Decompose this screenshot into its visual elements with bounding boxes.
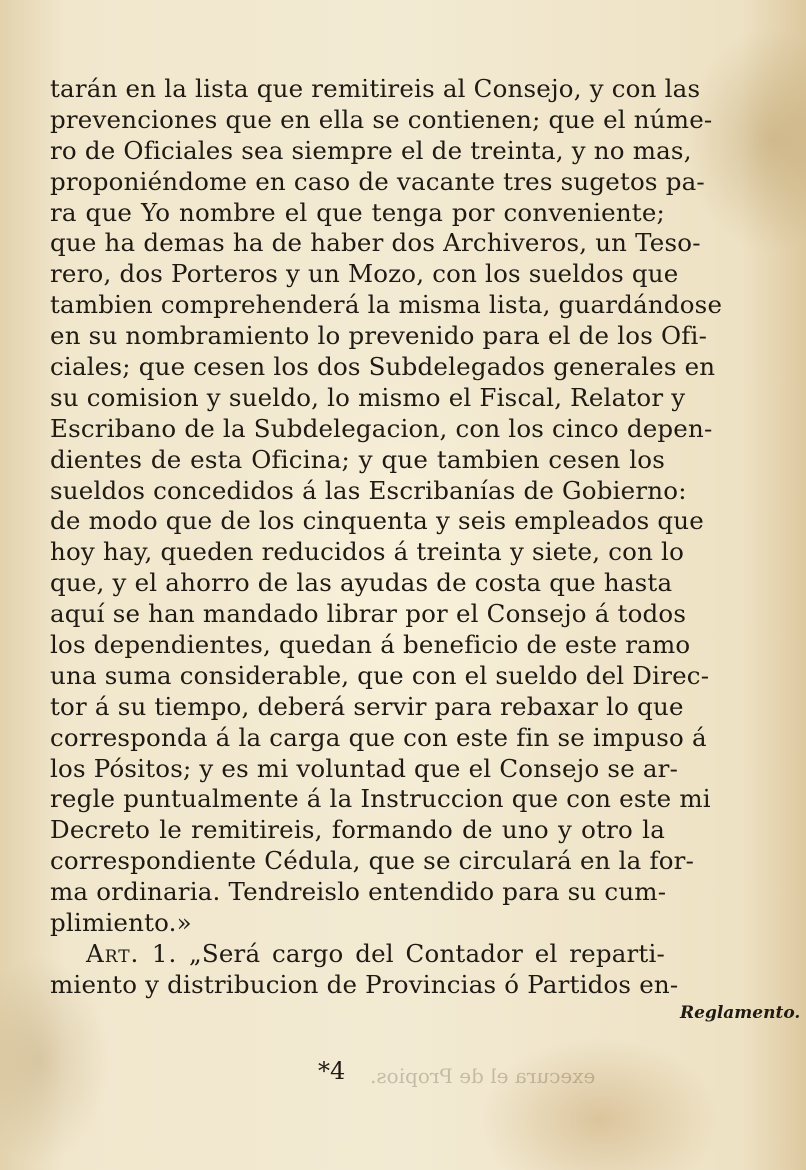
- page-number: *4: [318, 1057, 346, 1085]
- text-line: proponiéndome en caso de vacante tres sugetos pa-: [50, 166, 705, 196]
- text-line: sueldos concedidos á las Escribanías de Gobierno:: [50, 475, 687, 505]
- text-line: plimiento.»: [50, 908, 192, 938]
- text-line: su comision y sueldo, lo mismo el Fiscal, Relator y: [50, 382, 686, 412]
- article-label: Art. 1.: [86, 938, 178, 968]
- text-line: prevenciones que en ella se contienen; que el núme-: [50, 104, 713, 134]
- text-line: una suma considerable, que con el sueldo del Direc-: [50, 660, 710, 690]
- text-line: rero, dos Porteros y un Mozo, con los sueldos que: [50, 259, 679, 289]
- margin-note: Reglamento.: [680, 1003, 801, 1023]
- text-line: Escribano de la Subdelegacion, con los cinco depen-: [50, 413, 713, 443]
- text-line: dientes de esta Oficina; y que tambien cesen los: [50, 444, 665, 474]
- text-line: tor á su tiempo, deberá servir para rebaxar lo que: [50, 691, 684, 721]
- text-line: que, y el ahorro de las ayudas de costa que hasta: [50, 568, 673, 598]
- text-line: correspondiente Cédula, que se circulará en la for-: [50, 846, 695, 876]
- text-line: tarán en la lista que remitireis al Consejo, y con las: [50, 74, 701, 103]
- body-text: [50, 74, 723, 1001]
- text-line: que ha demas ha de haber dos Archiveros, un Teso-: [50, 228, 701, 258]
- text-line: regle puntualmente á la Instruccion que con este mi: [50, 784, 711, 814]
- text-line: aquí se han mandado librar por el Consejo á todos: [50, 599, 687, 629]
- text-line: en su nombramiento lo prevenido para el de los Ofi-: [50, 321, 708, 351]
- text-line: ra que Yo nombre el que tenga por conveniente;: [50, 197, 665, 227]
- text-line: hoy hay, queden reducidos á treinta y siete, con lo: [50, 537, 685, 567]
- text-line: los Pósitos; y es mi voluntad que el Consejo se ar-: [50, 753, 679, 783]
- text-line: los dependientes, quedan á beneficio de este ramo: [50, 630, 691, 660]
- text-line: Decreto le remitireis, formando de uno y otro la: [50, 815, 665, 845]
- article-second-line: miento y distribucion de Provincias ó Partidos en-: [50, 969, 679, 999]
- text-line: ciales; que cesen los dos Subdelegados generales en: [50, 352, 716, 382]
- article-text: „Será cargo del Contador el reparti-: [188, 938, 665, 968]
- text-line: de modo que de los cinquenta y seis empleados que: [50, 506, 704, 536]
- text-line: corresponda á la carga que con este fin se impuso á: [50, 722, 707, 752]
- bleed-through-text: execura el de Propios.: [370, 1064, 596, 1088]
- text-line: ro de Oficiales sea siempre el de treinta, y no mas,: [50, 135, 692, 165]
- text-line: tambien comprehenderá la misma lista, guardándose: [50, 290, 723, 320]
- text-line: ma ordinaria. Tendreislo entendido para su cum-: [50, 877, 667, 907]
- article-first-line: [50, 939, 665, 970]
